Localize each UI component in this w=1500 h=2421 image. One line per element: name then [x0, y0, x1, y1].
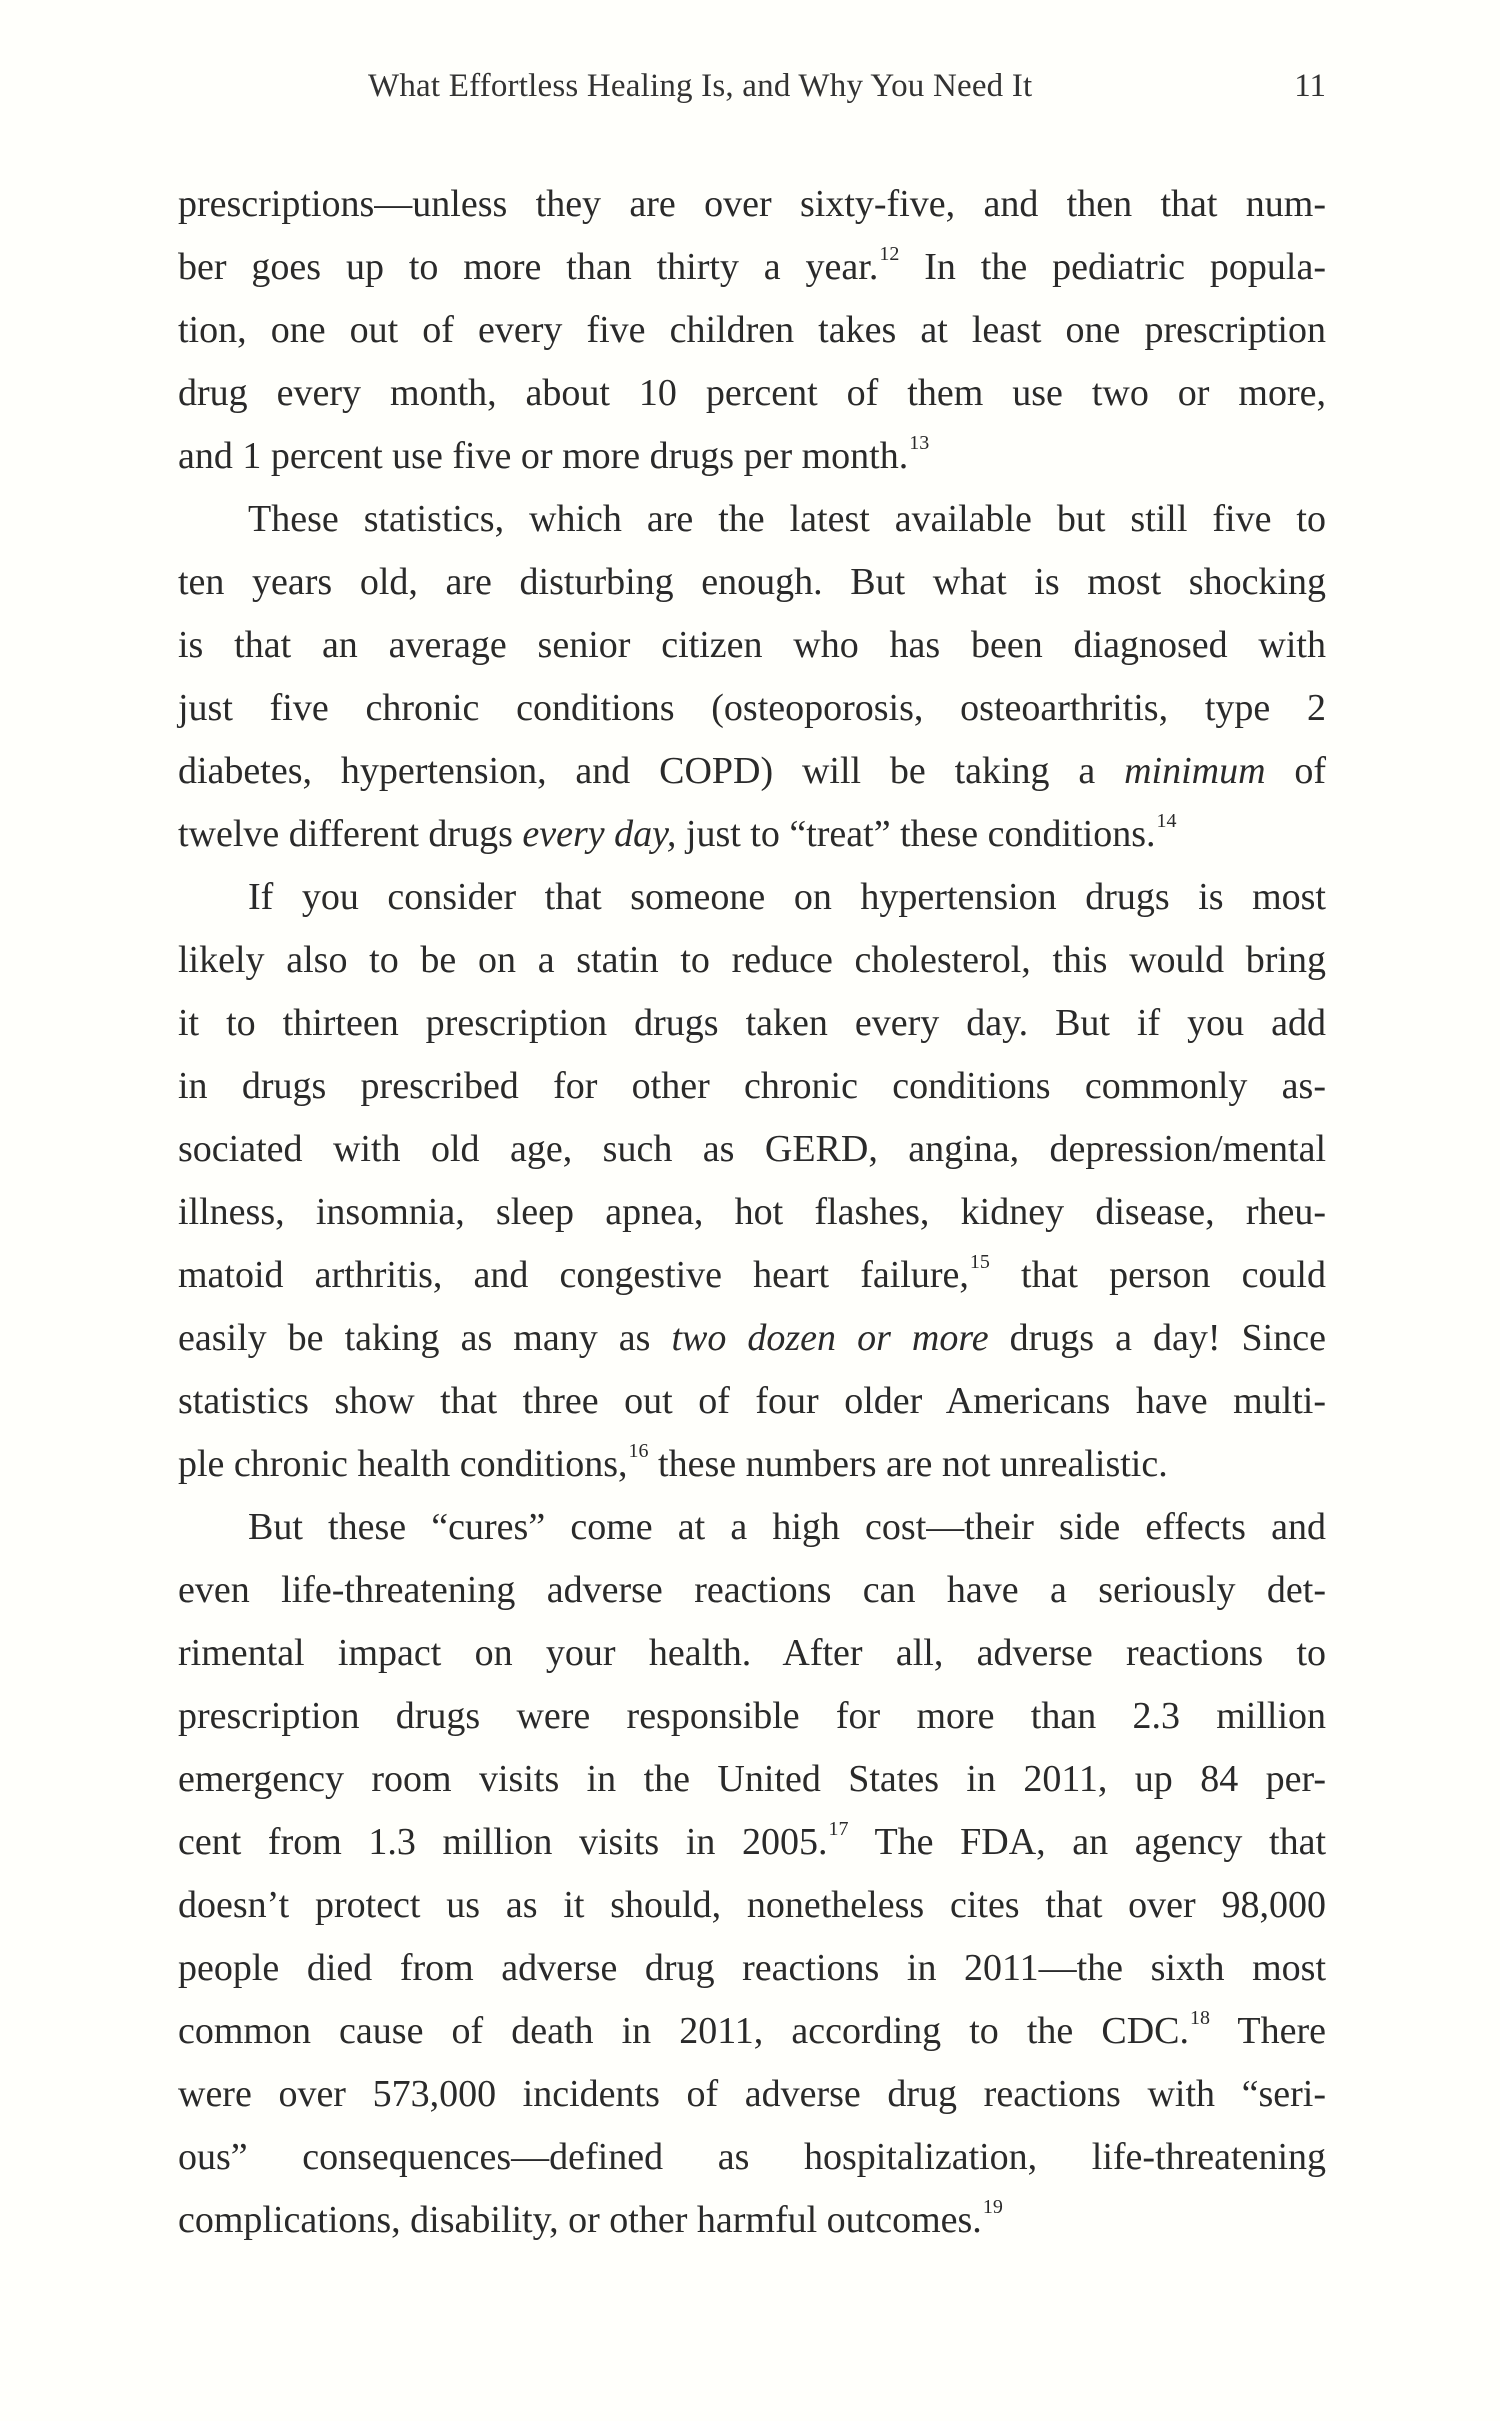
text-run: diabetes, hypertension, and COPD) will be taking a — [178, 750, 1125, 792]
text-run: The FDA, an agency that — [848, 1821, 1326, 1863]
text-run: complications, disability, or other harmful outcomes. — [178, 2199, 982, 2241]
text-run: it to thirteen prescription drugs taken every day. But if you add — [178, 1002, 1326, 1044]
text-line — [178, 1496, 1326, 1559]
text-run: ple chronic health conditions, — [178, 1443, 628, 1485]
text-line — [178, 614, 1326, 677]
text-run: These statistics, which are the latest available but still five to — [248, 498, 1326, 540]
emphasis: every day, — [522, 813, 677, 855]
text-run: cent from 1.3 million visits in 2005. — [178, 1821, 828, 1863]
text-run: tion, one out of every five children takes at least one prescription — [178, 309, 1326, 351]
text-line — [178, 1433, 1326, 1496]
footnote-ref: 17 — [828, 1818, 849, 1840]
text-run: and 1 percent use five or more drugs per month. — [178, 435, 909, 477]
text-run: statistics show that three out of four older Americans have multi- — [178, 1380, 1326, 1422]
text-run: ten years old, are disturbing enough. But what is most shocking — [178, 561, 1326, 603]
text-run: just to “treat” these conditions. — [676, 813, 1156, 855]
text-line — [178, 488, 1326, 551]
body-text — [178, 173, 1326, 2252]
text-run: drug every month, about 10 percent of them use two or more, — [178, 372, 1326, 414]
paragraph — [178, 866, 1326, 1496]
text-line — [178, 1370, 1326, 1433]
text-run: ber goes up to more than thirty a year. — [178, 246, 879, 288]
text-run: doesn’t protect us as it should, nonetheless cites that over 98,000 — [178, 1884, 1326, 1926]
text-line — [178, 740, 1326, 803]
footnote-ref: 12 — [879, 243, 900, 265]
text-line — [178, 866, 1326, 929]
text-run: twelve different drugs — [178, 813, 523, 855]
text-line — [178, 1748, 1326, 1811]
text-run: sociated with old age, such as GERD, angina, depression/mental — [178, 1128, 1326, 1170]
footnote-ref: 16 — [628, 1440, 649, 1462]
text-line — [178, 2189, 1326, 2252]
text-line — [178, 1559, 1326, 1622]
text-line — [178, 1937, 1326, 2000]
text-run: matoid arthritis, and congestive heart failure, — [178, 1254, 969, 1296]
text-line — [178, 1307, 1326, 1370]
text-run: common cause of death in 2011, according to the CDC. — [178, 2010, 1190, 2052]
running-header — [178, 62, 1326, 112]
text-line — [178, 425, 1326, 488]
text-line — [178, 1244, 1326, 1307]
text-run: rimental impact on your health. After all, adverse reactions to — [178, 1632, 1326, 1674]
text-run: prescriptions—unless they are over sixty-five, and then that num- — [178, 183, 1326, 225]
text-run: ous” consequences—defined as hospitalization, life-threatening — [178, 2136, 1326, 2178]
text-line — [178, 1055, 1326, 1118]
text-line — [178, 992, 1326, 1055]
page-number: 11 — [1294, 68, 1326, 104]
text-run: that person could — [989, 1254, 1326, 1296]
text-line — [178, 236, 1326, 299]
paragraph — [178, 488, 1326, 866]
running-title: What Effortless Healing Is, and Why You Need It — [368, 68, 1033, 104]
footnote-ref: 19 — [982, 2196, 1003, 2218]
text-line — [178, 1622, 1326, 1685]
text-run: But these “cures” come at a high cost—their side effects and — [248, 1506, 1326, 1548]
text-run: prescription drugs were responsible for more than 2.3 million — [178, 1695, 1326, 1737]
emphasis: two dozen or more — [671, 1317, 989, 1359]
text-run: easily be taking as many as — [178, 1317, 672, 1359]
text-line — [178, 803, 1326, 866]
text-run: were over 573,000 incidents of adverse drug reactions with “seri- — [178, 2073, 1326, 2115]
text-run: drugs a day! Since — [988, 1317, 1326, 1359]
text-line — [178, 677, 1326, 740]
emphasis: minimum — [1124, 750, 1266, 792]
text-line — [178, 299, 1326, 362]
text-line — [178, 173, 1326, 236]
text-line — [178, 362, 1326, 425]
text-run: in drugs prescribed for other chronic conditions commonly as- — [178, 1065, 1326, 1107]
text-run: emergency room visits in the United States in 2011, up 84 per- — [178, 1758, 1326, 1800]
text-run: of — [1265, 750, 1326, 792]
footnote-ref: 14 — [1156, 810, 1177, 832]
text-line — [178, 2000, 1326, 2063]
text-run: people died from adverse drug reactions in 2011—the sixth most — [178, 1947, 1326, 1989]
text-line — [178, 2063, 1326, 2126]
text-line — [178, 1811, 1326, 1874]
text-line — [178, 1181, 1326, 1244]
paragraph — [178, 1496, 1326, 2252]
footnote-ref: 15 — [969, 1251, 990, 1273]
text-line — [178, 2126, 1326, 2189]
text-line — [178, 1118, 1326, 1181]
footnote-ref: 18 — [1190, 2007, 1211, 2029]
text-line — [178, 1874, 1326, 1937]
text-run: these numbers are not unrealistic. — [648, 1443, 1168, 1485]
text-run: likely also to be on a statin to reduce cholesterol, this would bring — [178, 939, 1326, 981]
text-run: is that an average senior citizen who has been diagnosed with — [178, 624, 1326, 666]
footnote-ref: 13 — [909, 432, 930, 454]
text-run: There — [1210, 2010, 1326, 2052]
text-run: even life-threatening adverse reactions can have a seriously det- — [178, 1569, 1326, 1611]
text-line — [178, 929, 1326, 992]
text-line — [178, 551, 1326, 614]
text-run: illness, insomnia, sleep apnea, hot flashes, kidney disease, rheu- — [178, 1191, 1326, 1233]
text-run: In the pediatric popula- — [899, 246, 1326, 288]
text-line — [178, 1685, 1326, 1748]
text-run: If you consider that someone on hypertension drugs is most — [248, 876, 1326, 918]
paragraph — [178, 173, 1326, 488]
text-run: just five chronic conditions (osteoporosis, osteoarthritis, type 2 — [178, 687, 1326, 729]
